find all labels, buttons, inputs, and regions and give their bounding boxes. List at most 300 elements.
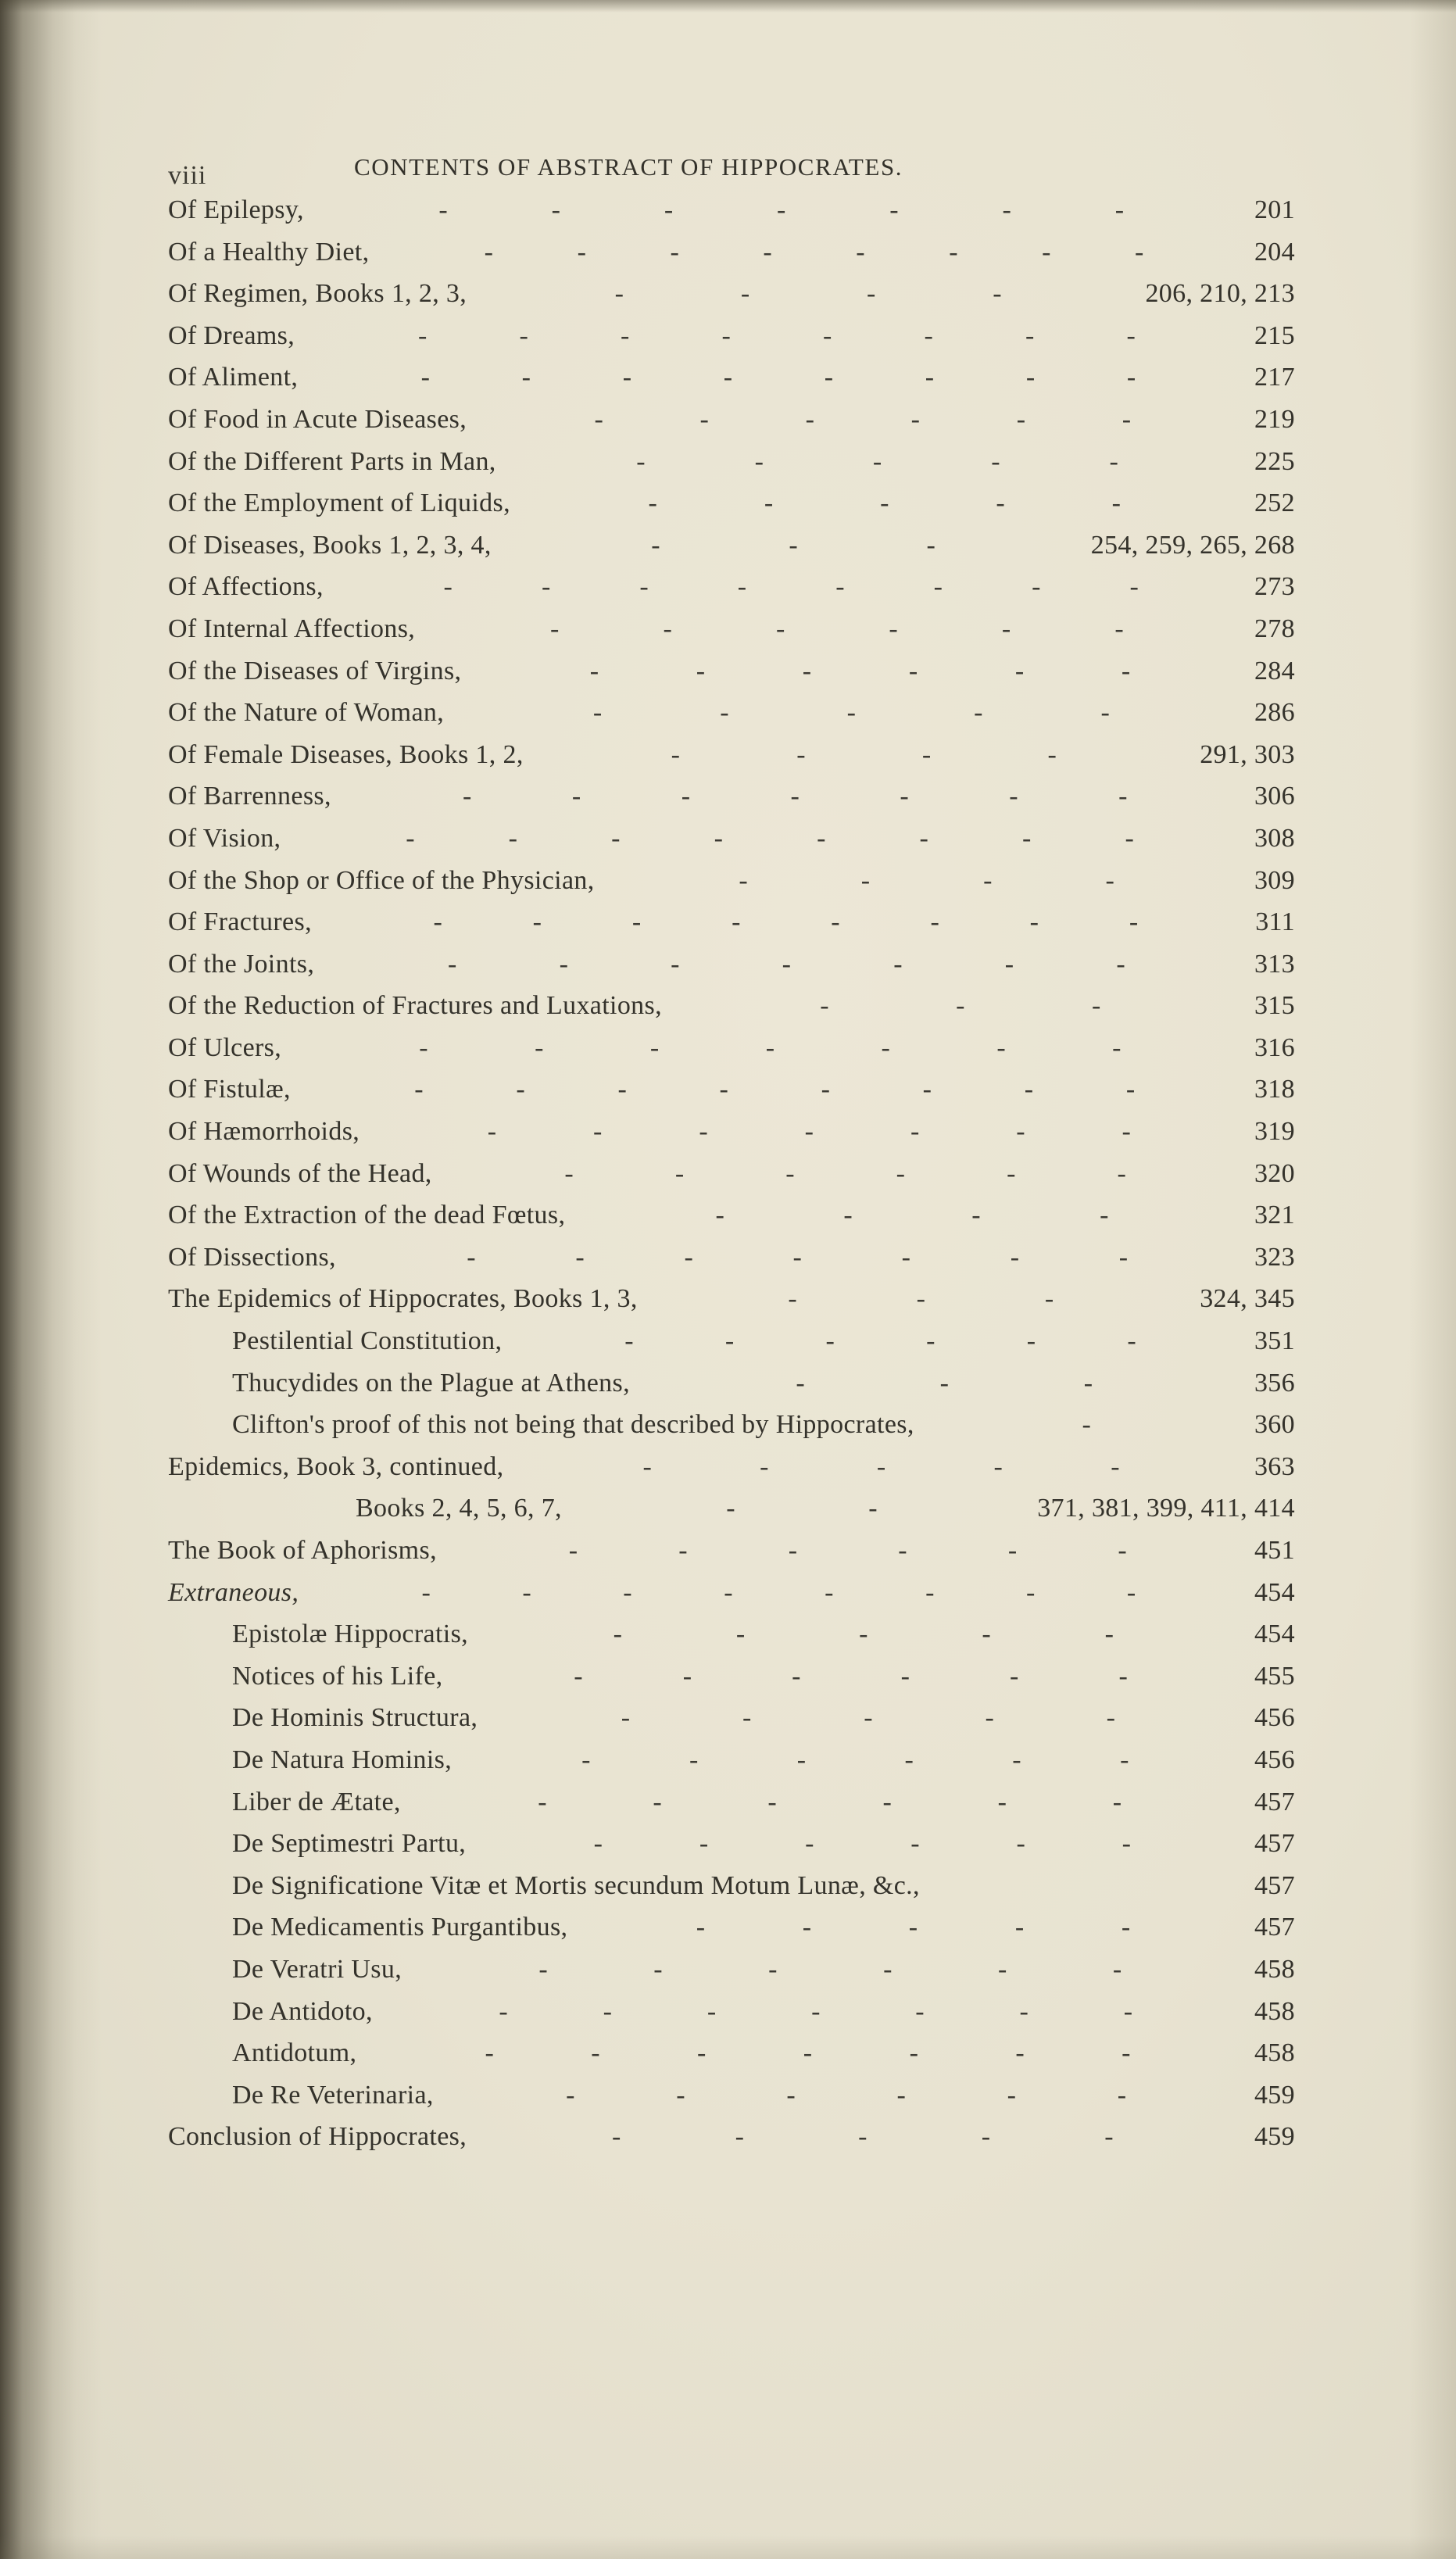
dash-leader [478,1703,1254,1733]
leader-dash: - [508,823,518,853]
toc-entry-pages: 456 [1254,1745,1295,1774]
leader-dash: - [924,320,934,350]
toc-entry [168,2038,1295,2081]
toc-entry-title: Of a Healthy Diet, [168,237,370,267]
toc-entry [168,698,1295,740]
leader-dash: - [714,823,724,853]
dash-leader [467,279,1145,309]
toc-entry-title: Of the Shop or Office of the Physician, [168,865,595,895]
page-content [168,150,1295,2164]
page-right-shade [1409,0,1456,2559]
leader-dash: - [740,279,750,309]
toc-entry [168,614,1295,657]
dash-leader [452,1745,1254,1775]
leader-dash: - [786,2080,796,2110]
toc-entry [168,1243,1295,1285]
leader-dash: - [1116,949,1125,979]
toc-entry [168,1662,1295,1704]
toc-entry-title: Of the Reduction of Fractures and Luxations, [168,991,662,1021]
leader-dash: - [674,1158,685,1188]
leader-dash: - [1125,1075,1136,1104]
toc-entry-title: De Natura Hominis, [232,1745,453,1774]
toc-entry-title: Antidotum, [232,2038,357,2068]
dash-leader [312,907,1255,937]
leader-dash: - [896,1158,906,1188]
dash-leader [595,866,1254,896]
toc-entry [168,740,1295,782]
leader-dash: - [856,237,865,267]
dash-leader [432,1159,1254,1189]
dash-leader [281,1033,1254,1063]
leader-dash: - [681,782,691,811]
leader-dash: - [438,195,449,224]
dash-leader [562,1494,1037,1523]
toc-entry-pages: 321 [1254,1201,1295,1230]
toc-entry-title: Thucydides on the Plague at Athens, [232,1368,630,1398]
leader-dash: - [1118,1242,1129,1272]
toc-entry-title: Of Aliment, [168,363,299,392]
leader-dash: - [898,1536,907,1565]
leader-dash: - [420,363,431,392]
toc-entry [168,1997,1295,2039]
leader-dash: - [1001,614,1011,643]
leader-dash: - [487,1117,497,1147]
toc-entry-title: Epistolæ Hippocratis, [232,1620,468,1649]
toc-entry-title: Of Hæmorrhoids, [168,1117,360,1147]
dash-leader [443,1662,1254,1691]
toc-entry-title: Of the Extraction of the dead Fœtus, [168,1201,566,1230]
leader-dash: - [754,446,764,476]
dash-leader [434,2081,1254,2110]
toc-entry-pages: 458 [1254,2038,1295,2068]
leader-dash: - [549,614,560,643]
leader-dash: - [981,2122,991,2152]
toc-entry-pages: 454 [1254,1577,1295,1607]
toc-entry [168,824,1295,866]
leader-dash: - [788,1284,798,1314]
toc-entry-pages: 457 [1254,1913,1295,1942]
toc-entry-pages: 278 [1254,614,1295,643]
leader-dash: - [1120,1745,1129,1774]
leader-dash: - [417,320,427,350]
toc-entry [168,1326,1295,1369]
toc-entry-title: Epidemics, Book 3, continued, [168,1451,504,1481]
leader-dash: - [792,1242,803,1272]
leader-dash: - [613,1620,623,1649]
leader-dash: - [930,907,940,937]
toc-entry-pages: 319 [1254,1117,1295,1147]
leader-dash: - [443,572,453,602]
leader-dash: - [909,2038,919,2068]
toc-entry [168,572,1295,614]
leader-dash: - [726,1494,735,1523]
dash-leader [437,1536,1254,1566]
toc-entry-title: The Epidemics of Hippocrates, Books 1, 3, [168,1284,638,1314]
leader-dash: - [739,865,748,895]
leader-dash: - [872,446,882,476]
toc-entry [168,950,1295,992]
leader-dash: - [1112,1954,1122,1984]
toc-entry [168,1075,1295,1117]
leader-dash: - [664,195,674,224]
running-header-title: CONTENTS OF ABSTRACT OF HIPPOCRATES. [354,153,903,181]
leader-dash: - [684,1242,694,1272]
leader-dash: - [1117,2080,1127,2110]
toc-entry-title: Of Barrenness, [168,782,331,811]
leader-dash: - [433,907,443,937]
leader-dash: - [1117,1158,1127,1188]
leader-dash: - [900,782,910,811]
leader-dash: - [831,907,840,937]
toc-entry-pages: 351 [1254,1326,1295,1356]
leader-dash: - [519,320,529,350]
leader-dash: - [1024,1075,1034,1104]
toc-entry-title: Of Internal Affections, [168,614,416,643]
dash-leader [291,1075,1254,1104]
dash-leader [281,824,1254,854]
toc-entry-title: De Medicamentis Purgantibus, [232,1913,568,1942]
toc-entry [168,321,1295,363]
leader-dash: - [835,572,845,602]
leader-dash: - [732,907,741,937]
leader-dash: - [904,1745,914,1774]
toc-entry-title: Liber de Ætate, [232,1787,401,1816]
dash-leader [492,531,1091,560]
leader-dash: - [1044,1284,1054,1314]
leader-dash: - [663,614,673,643]
leader-dash: - [1015,2038,1025,2068]
leader-dash: - [805,1829,814,1859]
leader-dash: - [715,1201,725,1230]
leader-dash: - [785,1158,795,1188]
leader-dash: - [883,1954,893,1984]
dash-leader [415,614,1254,644]
leader-dash: - [642,1451,653,1481]
dash-leader [466,1829,1254,1859]
leader-dash: - [1007,1158,1016,1188]
toc-entry-title: Pestilential Constitution, [232,1326,503,1356]
toc-entry [168,1410,1295,1452]
leader-dash: - [653,1787,662,1816]
leader-dash: - [919,823,929,853]
toc-entry-title: Of Affections, [168,572,324,602]
toc-entry [168,1955,1295,1997]
toc-entry-title: De Antidoto, [232,1996,373,2026]
toc-entry [168,1871,1295,1913]
dash-leader [360,1117,1254,1147]
leader-dash: - [792,1661,801,1691]
leader-dash: - [1106,1703,1116,1733]
leader-dash: - [1126,320,1136,350]
leader-dash: - [589,656,599,685]
leader-dash: - [1025,320,1035,350]
leader-dash: - [614,279,624,309]
leader-dash: - [817,823,826,853]
leader-dash: - [419,1033,428,1062]
leader-dash: - [983,865,993,895]
leader-dash: - [603,1996,613,2026]
toc-entry-title: Of the Nature of Woman, [168,698,445,728]
leader-dash: - [796,739,806,769]
toc-entry-title: De Re Veterinaria, [232,2080,434,2110]
leader-dash: - [997,1787,1007,1816]
dash-leader [299,1578,1254,1608]
leader-dash: - [737,572,747,602]
leader-dash: - [925,1577,935,1607]
leader-dash: - [720,698,729,728]
toc-entry-pages: 457 [1254,1787,1295,1816]
toc-entry [168,1117,1295,1159]
toc-entry-pages: 306 [1254,782,1295,811]
leader-dash: - [777,195,786,224]
toc-entry-pages: 316 [1254,1033,1295,1062]
toc-entry-pages: 324, 345 [1200,1284,1295,1314]
leader-dash: - [985,1703,995,1733]
toc-entry-title: Of Food in Acute Diseases, [168,404,467,434]
leader-dash: - [651,530,660,560]
leader-dash: - [622,363,632,392]
leader-dash: - [974,698,983,728]
toc-entry [168,2122,1295,2164]
leader-dash: - [767,1787,778,1816]
toc-entry [168,531,1295,573]
leader-dash: - [998,1954,1007,1984]
leader-dash: - [521,363,531,392]
leader-dash: - [624,1326,634,1356]
leader-dash: - [721,320,732,350]
leader-dash: - [707,1996,717,2026]
leader-dash: - [696,656,706,685]
leader-dash: - [463,782,472,811]
leader-dash: - [689,1745,699,1774]
leader-dash: - [1016,1829,1026,1859]
leader-dash: - [882,1787,893,1816]
leader-dash: - [1009,782,1018,811]
leader-dash: - [1016,1117,1025,1147]
leader-dash: - [1129,907,1139,937]
leader-dash: - [592,698,603,728]
leader-dash: - [949,237,958,267]
leader-dash: - [1007,2080,1017,2110]
leader-dash: - [1112,1787,1122,1816]
leader-dash: - [566,2080,575,2110]
toc-entry-pages: 323 [1254,1242,1295,1272]
toc-entry-title: De Septimestri Partu, [232,1829,467,1859]
toc-entry-pages: 459 [1254,2080,1295,2110]
leader-dash: - [1007,1536,1018,1565]
toc-entry-pages: 457 [1254,1870,1295,1900]
leader-dash: - [406,823,415,853]
toc-entry-pages: 455 [1254,1661,1295,1691]
leader-dash: - [724,1577,733,1607]
leader-dash: - [577,237,587,267]
toc-entry [168,279,1295,321]
toc-entry-pages: 456 [1254,1703,1295,1733]
toc-entry [168,1829,1295,1871]
leader-dash: - [763,237,773,267]
leader-dash: - [1118,1661,1129,1691]
toc-entry [168,1578,1295,1620]
leader-dash: - [881,1033,891,1062]
leader-dash: - [522,1577,532,1607]
leader-dash: - [1104,2122,1114,2152]
leader-dash: - [922,1075,932,1104]
leader-dash: - [805,404,815,434]
leader-dash: - [1092,991,1101,1021]
leader-dash: - [559,949,569,979]
leader-dash: - [538,1954,548,1984]
dash-leader [401,1788,1254,1817]
leader-dash: - [915,1996,925,2026]
leader-dash: - [499,1996,509,2026]
toc-entry-title: Of Diseases, Books 1, 2, 3, 4, [168,530,492,560]
leader-dash: - [535,1033,544,1062]
leader-dash: - [933,572,943,602]
leader-dash: - [636,446,646,476]
leader-dash: - [996,1033,1006,1062]
toc-entry-title: Of the Joints, [168,949,315,979]
toc-entry-title: Of Fistulæ, [168,1075,291,1104]
leader-dash: - [896,2080,907,2110]
leader-dash: - [790,782,800,811]
toc-entry [168,657,1295,699]
toc-entry-pages: 308 [1254,823,1295,853]
toc-entry [168,1620,1295,1662]
toc-entry-pages: 457 [1254,1829,1295,1859]
toc-entry [168,489,1295,531]
leader-dash: - [796,1745,807,1774]
dash-leader [467,405,1254,435]
leader-dash: - [699,1829,709,1859]
toc-entry [168,447,1295,489]
page-header [168,150,1295,195]
toc-entry [168,1452,1295,1494]
toc-entry-pages: 356 [1254,1368,1295,1398]
toc-entry [168,1159,1295,1201]
leader-dash: - [846,698,857,728]
leader-dash: - [889,614,899,643]
leader-dash: - [699,1117,709,1147]
leader-dash: - [617,1075,628,1104]
dash-leader [402,1955,1254,1985]
toc-entry-title: Of the Different Parts in Man, [168,446,496,476]
leader-dash: - [864,1703,873,1733]
dash-leader [496,447,1254,477]
leader-dash: - [1082,1410,1092,1440]
leader-dash: - [971,1201,981,1230]
leader-dash: - [802,656,812,685]
toc-entry-pages: 371, 381, 399, 411, 414 [1037,1494,1295,1523]
dash-leader [567,1913,1254,1942]
toc-entry-pages: 206, 210, 213 [1145,279,1295,309]
toc-entry-pages: 204 [1254,237,1295,267]
leader-dash: - [623,1577,632,1607]
toc-entry-title: Extraneous, [168,1577,299,1607]
leader-dash: - [859,1620,868,1649]
leader-dash: - [1025,363,1036,392]
toc-entry [168,195,1295,238]
leader-dash: - [593,1117,603,1147]
dash-leader [461,657,1254,686]
dash-leader [304,195,1254,225]
leader-dash: - [775,614,785,643]
leader-dash: - [822,320,832,350]
leader-dash: - [908,656,918,685]
toc-entry [168,363,1295,405]
page-bottom-shade [0,2536,1456,2559]
leader-dash: - [1100,698,1111,728]
leader-dash: - [1122,404,1132,434]
leader-dash: - [723,363,733,392]
leader-dash: - [621,1703,631,1733]
leader-dash: - [1029,907,1039,937]
leader-dash: - [541,572,551,602]
leader-dash: - [858,2122,868,2152]
dash-leader [630,1369,1254,1398]
toc-entry [168,991,1295,1033]
dash-leader [502,1326,1254,1356]
toc-entry-pages: 217 [1254,363,1295,392]
dash-leader [638,1284,1200,1314]
leader-dash: - [1135,237,1144,267]
leader-dash: - [1123,1996,1133,2026]
leader-dash: - [699,404,710,434]
toc-entry [168,1745,1295,1788]
leader-dash: - [916,1284,926,1314]
leader-dash: - [825,1577,834,1607]
leader-dash: - [1019,1996,1029,2026]
leader-dash: - [1100,1201,1109,1230]
toc-entry-title: Of Ulcers, [168,1033,282,1062]
leader-dash: - [1122,2038,1131,2068]
toc-entry [168,1369,1295,1411]
leader-dash: - [421,1577,431,1607]
leader-dash: - [611,823,621,853]
leader-dash: - [1122,1829,1132,1859]
toc-entry [168,1201,1295,1243]
leader-dash: - [811,1996,821,2026]
leader-dash: - [1112,1033,1122,1062]
toc-entry-pages: 291, 303 [1200,739,1295,769]
toc-entry [168,405,1295,447]
leader-dash: - [926,1326,935,1356]
leader-dash: - [803,2038,813,2068]
toc-entry [168,1913,1295,1955]
toc-entry-pages: 284 [1254,656,1295,685]
leader-dash: - [574,1661,583,1691]
toc-entry-title: The Book of Aphorisms, [168,1536,437,1565]
leader-dash: - [551,195,561,224]
toc-entry-title: Of Dissections, [168,1242,336,1272]
leader-dash: - [991,446,1000,476]
leader-dash: - [889,195,899,224]
toc-entry [168,1494,1295,1536]
leader-dash: - [1010,1242,1020,1272]
toc-entry-title: Of the Diseases of Virgins, [168,656,462,685]
leader-dash: - [1014,1913,1025,1942]
leader-dash: - [631,907,642,937]
leader-dash: - [993,1451,1003,1481]
toc-entry-pages: 458 [1254,1954,1295,1984]
dash-leader [662,991,1254,1021]
leader-dash: - [568,1536,578,1565]
leader-dash: - [516,1075,526,1104]
toc-entry-pages: 254, 259, 265, 268 [1090,530,1295,560]
toc-entry-pages: 215 [1254,320,1295,350]
dash-leader [444,698,1254,728]
toc-entry-pages: 201 [1254,195,1295,224]
leader-dash: - [696,1913,706,1942]
